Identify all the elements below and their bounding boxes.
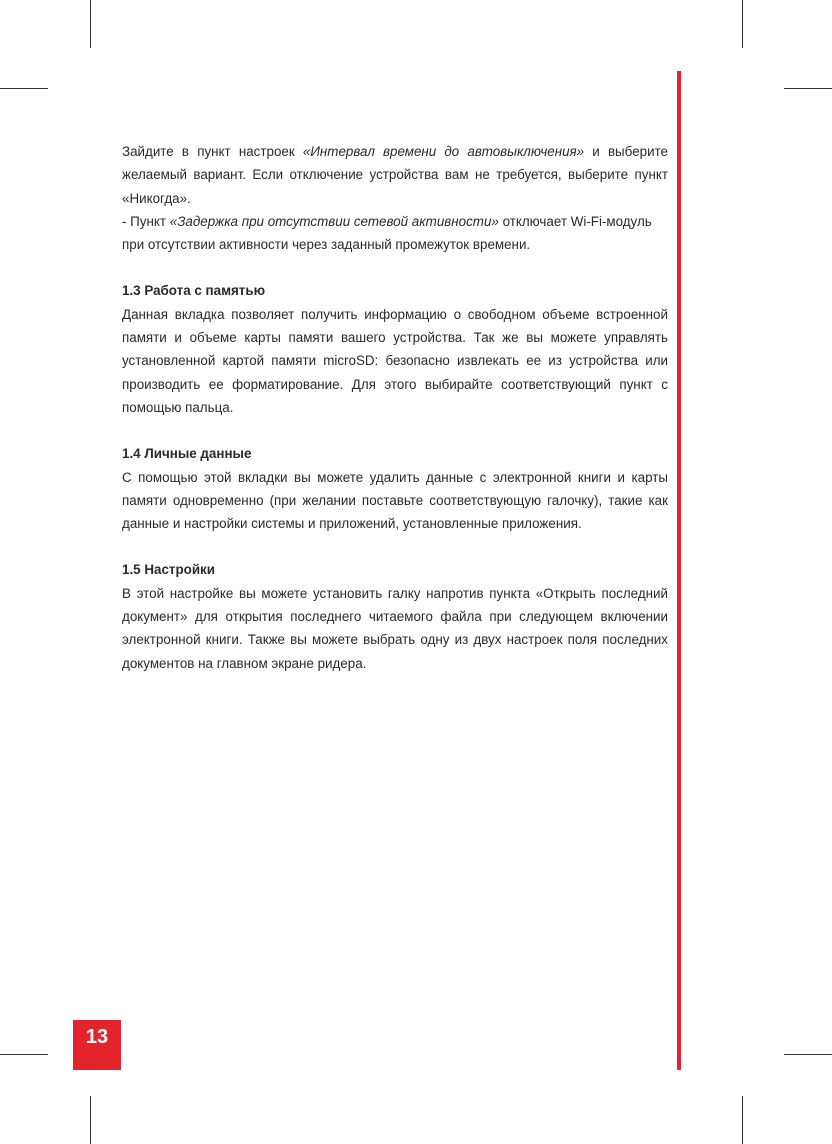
- section-heading: 1.3 Работа с памятью: [122, 283, 266, 299]
- section-heading: 1.5 Настройки: [122, 562, 215, 578]
- crop-mark-top-left: [90, 0, 91, 48]
- section-text: С помощью этой вкладки вы можете удалить данные с электронной книги и карты памяти одновременно (при желании поставьте соответствующую галочку), такие как данные и настройки системы и приложений, установленные приложения.: [122, 469, 668, 532]
- intro-p2-prefix: - Пункт: [122, 213, 170, 229]
- intro-p1-prefix: Зайдите в пункт настроек: [122, 144, 303, 159]
- intro-paragraph-2: [122, 210, 668, 257]
- crop-mark-top-right: [742, 0, 743, 48]
- section-heading: 1.4 Личные данные: [122, 446, 252, 462]
- page-number: [73, 1020, 121, 1070]
- intro-p1-suffix: и выберите желаемый вариант. Если отключение устройства вам не требуется, выберите пункт «Никогда».: [122, 144, 669, 206]
- page-body: [122, 140, 668, 675]
- red-margin-rule: [677, 71, 681, 1070]
- crop-mark-right-bottom: [784, 1054, 832, 1055]
- crop-mark-bottom-left: [90, 1096, 91, 1144]
- intro-p2-emphasis: «Задержка при отсутствии сетевой активности»: [169, 213, 499, 229]
- section-memory: [122, 279, 668, 419]
- intro-paragraph-1: [122, 140, 668, 210]
- section-text: Данная вкладка позволяет получить информацию о свободном объеме встроенной памяти и объеме карты памяти вашего устройства. Так же вы можете управлять установленной картой памяти microSD: безопасно извлекать ее из устройства или производить ее форматирование. Для этого выбирайте соответствующий пункт с помощью пальца.: [122, 306, 668, 415]
- section-settings: [122, 558, 668, 674]
- intro-p1-emphasis: «Интервал времени до автовыключения»: [302, 144, 585, 159]
- section-text: В этой настройке вы можете установить галку напротив пункта «Открыть последний документ» для открытия последнего читаемого файла при следующем включении электронной книги. Также вы можете выбрать одну из двух настроек поля последних документов на главном экране ридера.: [122, 585, 668, 671]
- crop-mark-right-top: [784, 88, 832, 89]
- section-personal-data: [122, 442, 668, 535]
- crop-mark-left-bottom: [0, 1054, 48, 1055]
- page-number-text: 13: [85, 1026, 109, 1048]
- crop-mark-bottom-right: [742, 1096, 743, 1144]
- intro-p2-suffix: отключает Wi-Fi-модуль при отсутствии активности через заданный промежуток времени.: [122, 213, 652, 253]
- crop-mark-left-top: [0, 88, 48, 89]
